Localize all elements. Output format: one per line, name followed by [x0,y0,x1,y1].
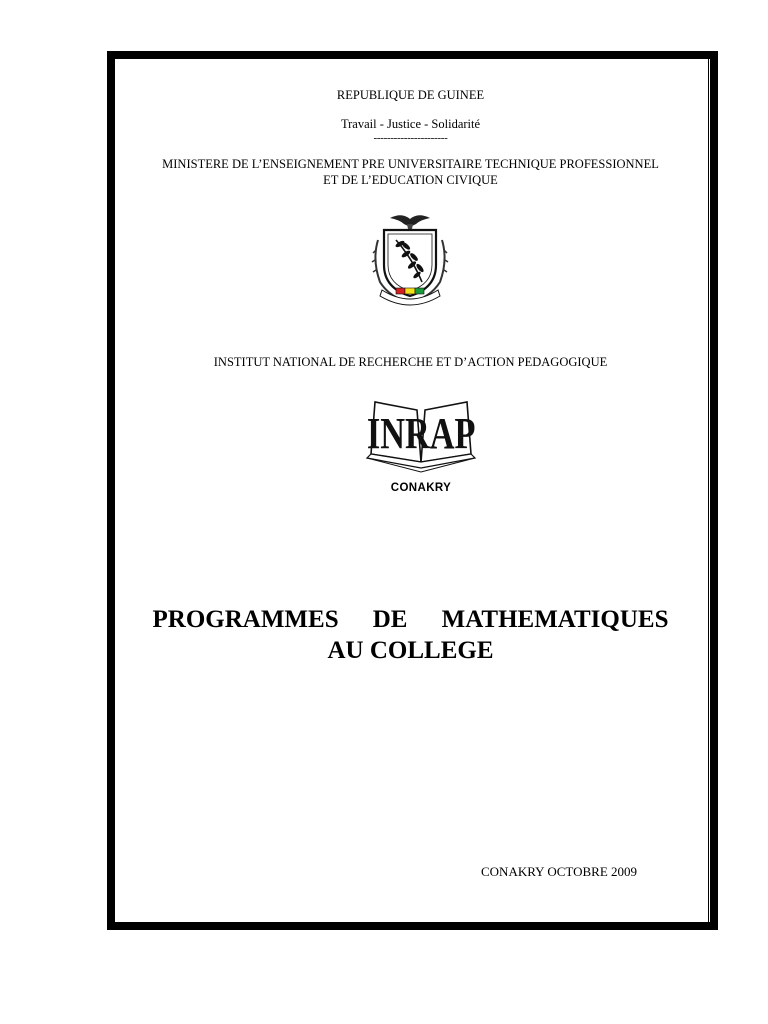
title-line-1 [153,604,669,635]
national-motto: Travail - Justice - Solidarité [340,117,481,131]
coat-of-arms-icon [360,210,460,310]
title-word: PROGRAMMES [152,606,339,633]
ministry-line-2: ET DE L’EDUCATION CIVIQUE [323,173,498,187]
logo-wordmark: INRAP [366,408,476,459]
place-and-date: CONAKRY OCTOBRE 2009 [481,864,638,879]
title-line-2: AU COLLEGE [327,637,494,665]
institute-name: INSTITUT NATIONAL DE RECHERCHE ET D’ACTION PEDAGOGIQUE [213,355,608,369]
country-name: REPUBLIQUE DE GUINEE [336,88,485,102]
title-word: DE [372,606,408,633]
document-title [112,604,709,667]
inrap-logo-icon [365,396,477,478]
separator-dashes: ---------------------- [373,132,448,144]
title-word: MATHEMATIQUES [441,606,669,633]
ministry-line-1: MINISTERE DE L’ENSEIGNEMENT PRE UNIVERSITAIRE TECHNIQUE PROFESSIONNEL [162,157,659,171]
logo-city: CONAKRY [390,482,452,494]
